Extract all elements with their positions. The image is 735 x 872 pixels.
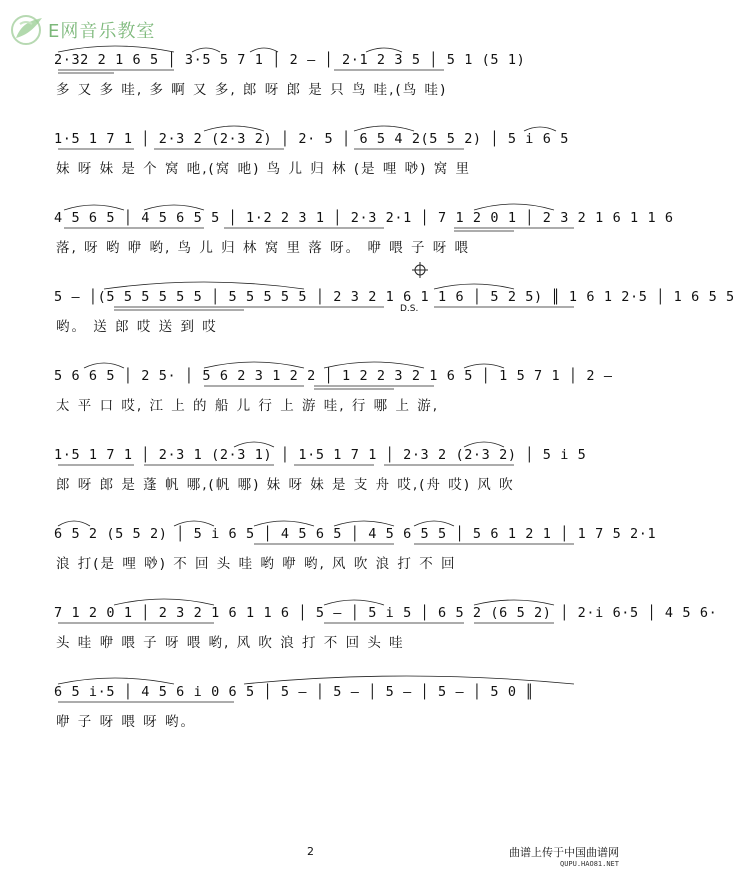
underlines — [54, 69, 584, 77]
notation-text: 2·32 2 1 6 5 │ 3·5 5 7 1 │ 2 – │ 2·1 2 3 5 │ 5 1 (5 1) — [54, 52, 526, 68]
underlines — [54, 464, 584, 472]
notation-text: 6 5 i·5 │ 4 5 6 i 0 6 5 │ 5 – │ 5 – │ 5 – │ 5 – │ 5 0 ║ — [54, 684, 535, 700]
underlines — [54, 543, 584, 551]
underlines — [54, 701, 584, 709]
lyrics-text: 郎 呀 郎 是 蓬 帆 哪,(帆 哪) 妹 呀 妹 是 支 舟 哎,(舟 哎) 风 吹 — [56, 477, 515, 493]
source-url: QUPU.HAO81.NET — [559, 860, 619, 868]
notation-text: 6 5 2 (5 5 2) │ 5 i 6 5 │ 4 5 6 5 │ 4 5 6 5 5 │ 5 6 1 2 1 │ 1 7 5 2·1 — [54, 526, 657, 542]
lyrics-text: 哟。 送 郎 哎 送 到 哎 — [56, 319, 218, 335]
leaf-logo-icon — [8, 12, 48, 46]
coda-icon — [412, 262, 428, 278]
notation-text: 7 1 2 0 1 │ 2 3 2 1 6 1 1 6 │ 5 – │ 5 i 5 │ 6 5 2 (6 5 2) │ 2·i 6·5 │ 4 5 6· — [54, 605, 718, 621]
underlines — [54, 306, 584, 314]
lyrics-text: 头 哇 咿 喂 子 呀 喂 哟, 风 吹 浪 打 不 回 头 哇 — [56, 635, 405, 651]
ds-marker: D.S. — [400, 304, 419, 314]
lyrics-text: 落, 呀 哟 咿 哟, 鸟 儿 归 林 窝 里 落 呀。 咿 喂 子 呀 喂 — [56, 240, 471, 256]
page-number: 2 — [307, 845, 314, 858]
lyrics-text: 妹 呀 妹 是 个 窝 吔,(窝 吔) 鸟 儿 归 林 (是 哩 唦) 窝 里 — [56, 161, 472, 177]
lyrics-text: 浪 打(是 哩 唦) 不 回 头 哇 哟 咿 哟, 风 吹 浪 打 不 回 — [56, 556, 457, 572]
notation-text: 5 6 6 5 │ 2 5· │ 5 6 2 3 1 2 2 │ 1 2 2 3 2 1 6 5 │ 1 5 7 1 │ 2 – — [54, 368, 613, 384]
notation-text: 1·5 1 7 1 │ 2·3 1 (2·3 1) │ 1·5 1 7 1 │ 2·3 2 (2·3 2) │ 5 i 5 — [54, 447, 587, 463]
underlines — [54, 385, 584, 393]
lyrics-text: 咿 子 呀 喂 呀 哟。 — [56, 714, 196, 730]
upload-note: 曲谱上传于中国曲谱网 — [509, 846, 619, 859]
site-name: E网音乐教室 — [48, 21, 156, 42]
underlines — [54, 148, 584, 156]
lyrics-text: 太 平 口 哎, 江 上 的 船 儿 行 上 游 哇, 行 哪 上 游, — [56, 398, 440, 414]
notation-text: 5 – │(5 5 5 5 5 5 │ 5 5 5 5 5 │ 2 3 2 1 6 1 1 6 │ 5 2 5) ║ 1 6 1 2·5 │ 1 6 5 5 — [54, 289, 735, 305]
notation-text: 4 5 6 5 │ 4 5 6 5 5 │ 1·2 2 3 1 │ 2·3 2·1 │ 7 1 2 0 1 │ 2 3 2 1 6 1 1 6 — [54, 210, 674, 226]
underlines — [54, 622, 584, 630]
underlines — [54, 227, 584, 235]
lyrics-text: 多 又 多 哇, 多 啊 又 多, 郎 呀 郎 是 只 鸟 哇,(鸟 哇) — [56, 82, 448, 98]
footer-credit — [509, 844, 619, 868]
notation-text: 1·5 1 7 1 │ 2·3 2 (2·3 2) │ 2· 5 │ 6 5 4 2(5 5 2) │ 5 i 6 5 — [54, 131, 569, 147]
